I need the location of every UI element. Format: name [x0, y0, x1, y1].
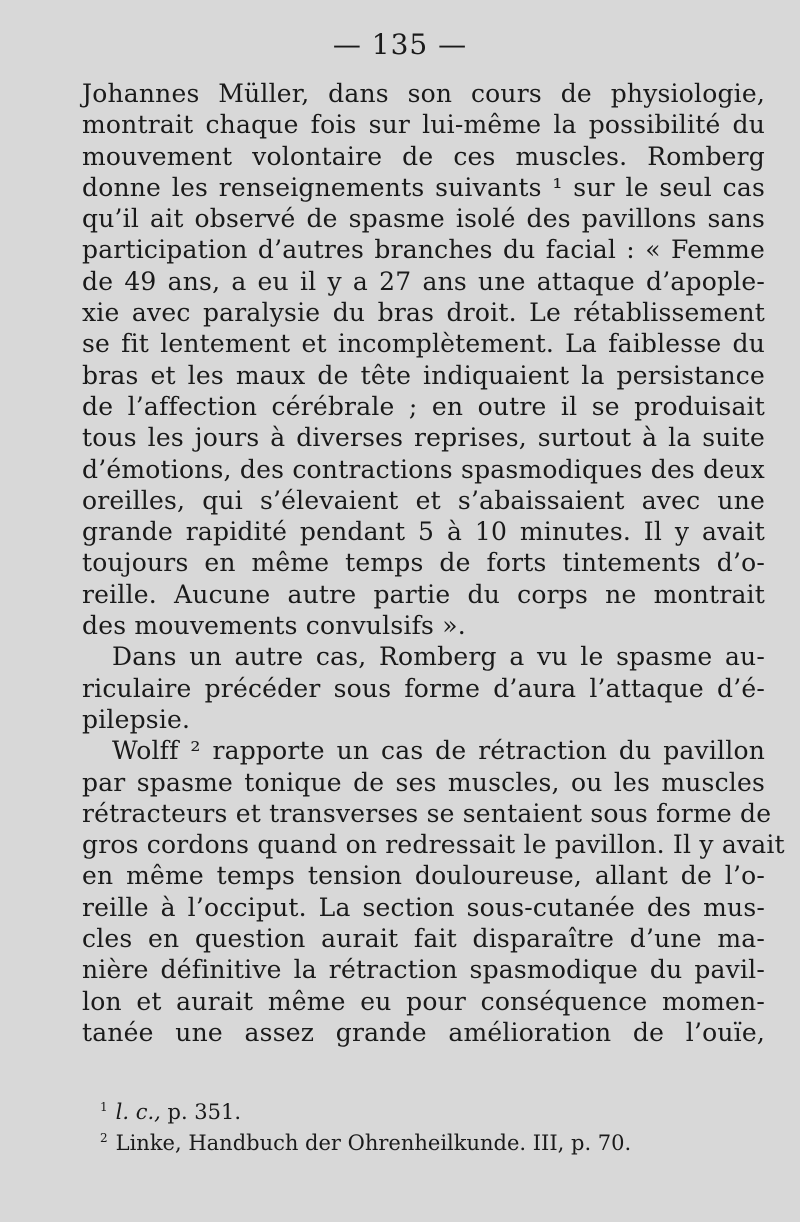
text-line: montrait chaque fois sur lui-même la possibilité du: [82, 110, 765, 140]
footnote-2: [100, 1123, 740, 1154]
text-line: participation d’autres branches du facial : « Femme: [82, 235, 765, 265]
text-line: xie avec paralysie du bras droit. Le rétablissement: [82, 298, 765, 328]
text-line: bras et les maux de tête indiquaient la persistance: [82, 360, 765, 390]
footnote-mark: 2: [100, 1131, 108, 1145]
text-line: cles en question aurait fait disparaître d’une ma-: [82, 924, 765, 954]
text-line: rétracteurs et transverses se sentaient sous forme de: [82, 798, 772, 828]
text-line: nière définitive la rétraction spasmodique du pavil-: [82, 955, 765, 985]
footnote-ref-italic: l. c.,: [115, 1100, 161, 1124]
text-line: de l’affection cérébrale ; en outre il se produisait: [82, 391, 765, 421]
text-line: lon et aurait même eu pour conséquence momen-: [82, 986, 765, 1016]
text-line: Wolff ² rapporte un cas de rétraction du pavillon: [112, 736, 765, 766]
text-line: Dans un autre cas, Romberg a vu le spasme au-: [112, 642, 765, 672]
body-text: [82, 78, 785, 1048]
text-line: tanée une assez grande amélioration de l’ouïe,: [82, 1017, 765, 1047]
footnote-text: Linke, Handbuch der Ohrenheilkunde. III, p. 70.: [115, 1131, 632, 1155]
text-line: des mouvements convulsifs ».: [82, 611, 466, 641]
text-line: se fit lentement et incomplètement. La faiblesse du: [82, 329, 765, 359]
text-line: reille. Aucune autre partie du corps ne montrait: [82, 579, 765, 609]
text-line: riculaire précéder sous forme d’aura l’attaque d’é-: [82, 673, 765, 703]
footnote-1: [100, 1092, 740, 1123]
footnotes: [100, 1092, 740, 1154]
footnote-mark: 1: [100, 1100, 108, 1114]
footnote-text: p. 351.: [160, 1100, 242, 1124]
text-line: qu’il ait observé de spasme isolé des pavillons sans: [82, 204, 765, 234]
text-line: reille à l’occiput. La section sous-cutanée des mus-: [82, 892, 765, 922]
text-line: gros cordons quand on redressait le pavillon. Il y avait: [82, 830, 785, 860]
text-line: tous les jours à diverses reprises, surtout à la suite: [82, 423, 765, 453]
page-number: — 135 —: [332, 28, 468, 61]
text-line: toujours en même temps de forts tintements d’o-: [82, 548, 765, 578]
text-line: de 49 ans, a eu il y a 27 ans une attaque d’apople-: [82, 266, 765, 296]
text-line: donne les renseignements suivants ¹ sur le seul cas: [82, 172, 765, 202]
text-line: Johannes Müller, dans son cours de physiologie,: [82, 79, 765, 108]
text-line: par spasme tonique de ses muscles, ou les muscles: [82, 767, 765, 797]
text-line: d’émotions, des contractions spasmodiques des deux: [82, 454, 765, 484]
text-line: en même temps tension douloureuse, allant de l’o-: [82, 861, 765, 891]
text-line: pilepsie.: [82, 704, 191, 734]
text-line: oreilles, qui s’élevaient et s’abaissaient avec une: [82, 485, 765, 515]
text-line: mouvement volontaire de ces muscles. Romberg: [82, 141, 765, 171]
text-line: grande rapidité pendant 5 à 10 minutes. Il y avait: [82, 517, 765, 547]
